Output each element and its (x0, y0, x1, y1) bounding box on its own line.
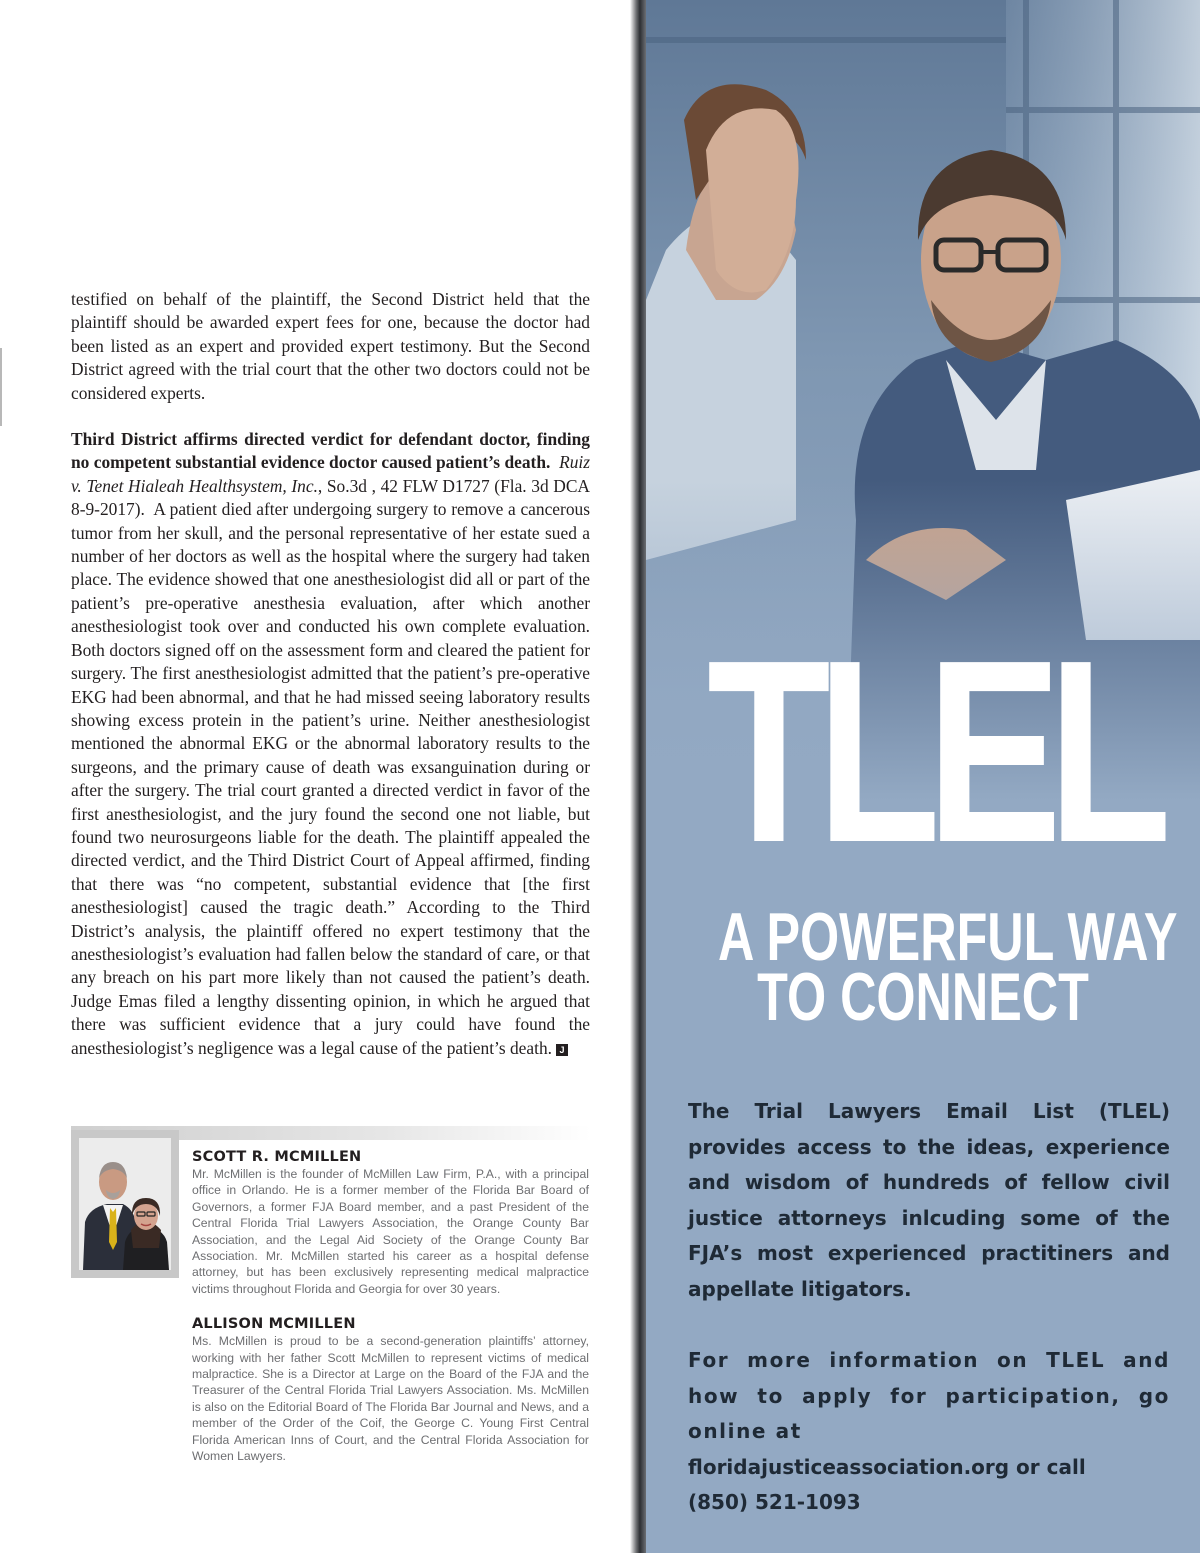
bio-name: ALLISON MCMILLEN (192, 1316, 356, 1333)
article-paragraph-1: testified on behalf of the plaintiff, the Second District held that the plaintiff should be awarded expert fees for one, because the doctor had been listed as an expert and provided expert testimony. But the Second District agreed with the trial court that the other two doctors could not be considered experts. (71, 289, 590, 403)
ad-website: floridajusticeassociation.org or call (688, 1454, 1086, 1479)
bio-scott-mcmillen (192, 1148, 589, 1297)
bio-text: Ms. McMillen is proud to be a second-generation plaintiffs’ attorney, working with her father Scott McMillen to represent victims of medical malpractice. She is a Director at Large on the Board of the FJA and the Treasurer of the Central Florida Trial Lawyers Association. Ms. McMillen is also on the Editorial Board of The Florida Bar Journal and News, and a member of the Order of the Coif, the George C. Young First Central Florida American Inns of Court, and the Central Florida Association for Women Lawyers. (192, 1334, 589, 1464)
page-edge-mark (0, 348, 2, 426)
article-column (71, 288, 590, 1060)
authors-portrait-icon (79, 1138, 171, 1270)
ad-paragraph-gap (688, 1307, 1170, 1343)
ad-phone: (850) 521-1093 (688, 1490, 861, 1514)
case-citation: , So.3d , 42 FLW D1727 (Fla. 3d DCA 8-9-2017). (71, 475, 590, 520)
case-summary: A patient died after undergoing surgery to remove a cancerous tumor from her skull, and the personal representative of her estate sued a number of her doctors as well as the hospital where the surgery had taken place. The evidence showed that one anesthesiologist did all or part of the patient’s pre-operative anesthesia evaluation, after which another anesthesiologist took over and conducted his own complete evaluation. Both doctors signed off on the assessment form and cleared the patient for surgery. The first anesthesiologist admitted that the patient’s pre-operative EKG had been abnormal, and that he had missed seeing laboratory results showing excess protein in the patient’s urine. Neither anesthesiologist mentioned the abnormal EKG or the abnormal laboratory results to the surgeons, and the primary cause of death was exsanguination during or after the surgery. The trial court granted a directed verdict in favor of the first anesthesiologist, and the jury found the second one not liable, but found two neurosurgeons liable for the death. The plaintiff appealed the directed verdict, and the Third District Court of Appeal affirmed, finding that there was “no competent, substantial evidence that [the first anesthesiologist] caused the tragic death.” According to the Third District’s analysis, the plaintiff offered no expert testimony that the anesthesiologist’s evaluation had fallen below the standard of care, or that any breach on his part more likely than not caused the patient’s death. Judge Emas filed a lengthy dissenting opinion, in which he argued that there was sufficient evidence that a jury could have found the anesthesiologist’s negligence was a legal cause of the patient’s death. (71, 499, 590, 1058)
ad-info-text: For more information on TLEL and how to apply for participation, go online at (688, 1348, 1170, 1443)
case-name: Ruiz v. Tenet Hialeah Healthsystem, Inc. (71, 452, 590, 496)
bio-text: Mr. McMillen is the founder of McMillen Law Firm, P.A., with a principal office in Orlando. He is a former member of the Florida Bar Board of Governors, a former FJA Board member, and a past President of the Central Florida Trial Lawyers Association, the Orange County Bar Association, and the Legal Aid Society of the Orange County Bar Association. Mr. McMillen started his career as a hospital defense attorney, but has been exclusively representing medical malpractice victims throughout Florida and Georgia for over 30 years. (192, 1167, 589, 1296)
paragraph-gap (71, 405, 590, 428)
ad-headline: TLEL (706, 607, 1158, 897)
ad-body (688, 1094, 1170, 1521)
author-photo-frame (71, 1130, 179, 1278)
ad-tagline-line-1: A POWERFUL WAY (718, 899, 1178, 975)
end-of-article-icon: J (556, 1044, 568, 1056)
ad-tagline-line-2: TO CONNECT (757, 959, 1089, 1035)
bio-name: SCOTT R. MCMILLEN (192, 1149, 362, 1165)
author-bios (192, 1148, 589, 1465)
author-photo (79, 1138, 171, 1270)
bio-allison-mcmillen (192, 1315, 589, 1464)
ad-description: The Trial Lawyers Email List (TLEL) provides access to the ideas, experience and wisdom of hundreds of fellow civil justice attorneys inlcuding some of the FJA’s most experienced practitiners and appellate litigators. (688, 1099, 1170, 1301)
case-headline: Third District affirms directed verdict for defendant doctor, finding no competent substantial evidence doctor caused patient’s death. (71, 429, 590, 473)
bio-spacer (192, 1297, 589, 1315)
tlel-advertisement (646, 0, 1200, 1553)
article-paragraph-2 (71, 428, 590, 1060)
